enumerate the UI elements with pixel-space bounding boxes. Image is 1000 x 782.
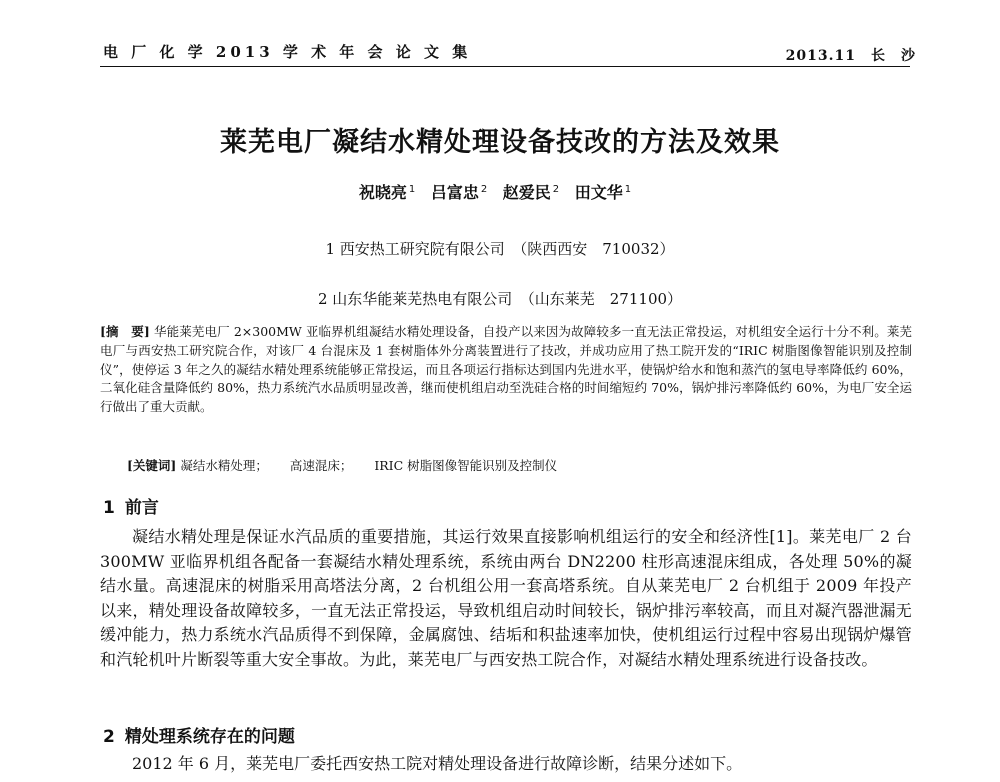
section-number: 1 — [103, 498, 115, 518]
section-heading-2 — [103, 722, 295, 747]
keyword-item: IRIC 树脂图像智能识别及控制仪 — [374, 458, 558, 473]
affiliation-2: 2 山东华能莱芜热电有限公司 （山东莱芜 271100） — [317, 290, 683, 308]
author-list — [0, 180, 1000, 203]
section-title: 前言 — [124, 498, 159, 518]
paper-title: 莱芜电厂凝结水精处理设备技改的方法及效果 — [220, 127, 780, 158]
running-header-right: 2013.11 长 沙 — [785, 48, 916, 64]
header-rule — [100, 66, 910, 67]
author-name: 祝晓亮 — [358, 183, 407, 202]
abstract-label: [摘 要] — [100, 324, 150, 339]
abstract-text: 华能莱芜电厂 2×300MW 亚临界机组凝结水精处理设备，自投产以来因为故障较多一直无法正常投运，对机组安全运行十分不利。莱芜电厂与西安热工研究院合作，对该厂 4 台混床及 1 套树脂体外分离装置进行了技改，并成功应用了热工院开发的“IRIC 树脂图像智能识别及控制仪”，使停运 3 年之久的凝结水精处理系统能够正常投运，而且各项运行指标达到国内先进水平，使锅炉给水和饱和蒸汽的氢电导率降低约 60%，二氧化硅含量降低约 80%，热力系统汽水品质明显改善，继而使机组启动至洗硅合格的时间缩短约 70%，锅炉排污率降低约 60%，为电厂安全运行做出了重大贡献。 — [100, 324, 912, 415]
keywords-label: [关键词] — [127, 458, 177, 473]
section-2-paragraph: 2012 年 6 月，莱芜电厂委托西安热工院对精处理设备进行故障诊断，结果分述如下。 — [132, 754, 743, 773]
author-name: 田文华 — [574, 183, 623, 202]
abstract — [100, 323, 912, 417]
author-name: 吕富忠 — [430, 183, 479, 202]
section-1-paragraph: 凝结水精处理是保证水汽品质的重要措施，其运行效果直接影响机组运行的安全和经济性[1]。莱芜电厂 2 台 300MW 亚临界机组各配备一套凝结水精处理系统，系统由两台 DN2200 柱形高速混床组成，各处理 50%的凝结水量。高速混床的树脂采用高塔法分离，2 台机组公用一套高塔系统。自从莱芜电厂 2 台机组于 2009 年投产以来，精处理设备故障较多，一直无法正常投运，导致机组启动时间较长，锅炉排污率较高，而且对凝汽器泄漏无缓冲能力，热力系统水汽品质得不到保障，金属腐蚀、结垢和积盐速率加快，使机组运行过程中容易出现锅炉爆管和汽轮机叶片断裂等重大安全事故。为此，莱芜电厂与西安热工院合作，对凝结水精处理系统进行设备技改。 — [100, 527, 912, 669]
keywords — [127, 456, 575, 474]
running-header-left: 电 厂 化 学 2013 学 术 年 会 论 文 集 — [103, 43, 472, 61]
section-heading-1 — [103, 493, 159, 518]
author-affiliation-mark: 1 — [408, 183, 416, 195]
keyword-item: 凝结水精处理； — [180, 458, 268, 473]
section-title: 精处理系统存在的问题 — [124, 727, 295, 747]
section-number: 2 — [103, 727, 115, 747]
author-affiliation-mark: 2 — [552, 183, 560, 195]
author-affiliation-mark: 2 — [480, 183, 488, 195]
author-name: 赵爱民 — [502, 183, 551, 202]
keyword-item: 高速混床； — [289, 458, 353, 473]
author-affiliation-mark: 1 — [624, 183, 632, 195]
affiliation-1: 1 西安热工研究院有限公司 （陕西西安 710032） — [325, 240, 675, 258]
